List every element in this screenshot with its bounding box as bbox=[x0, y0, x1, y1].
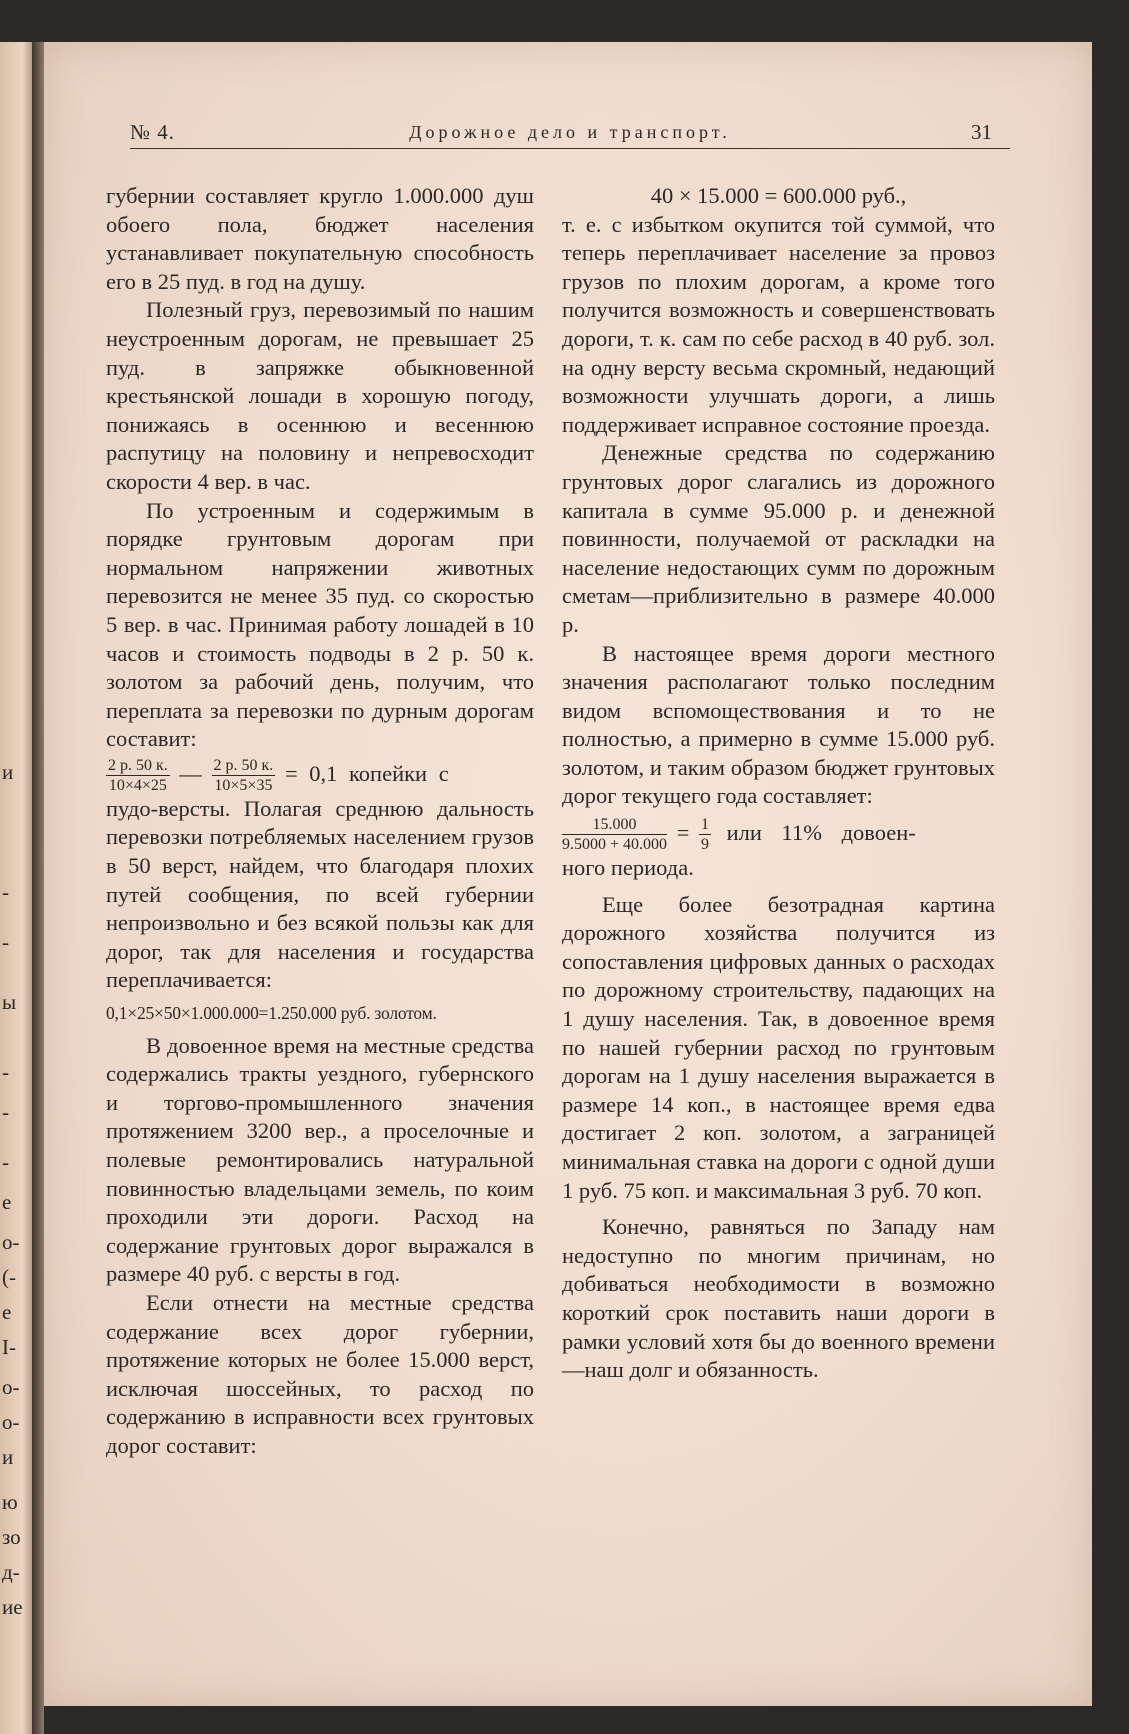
left-column bbox=[106, 182, 534, 1461]
margin-fragment: е bbox=[2, 1300, 12, 1324]
margin-fragment: (- bbox=[2, 1265, 16, 1289]
page bbox=[44, 42, 1092, 1706]
formula-budget-share bbox=[562, 815, 995, 854]
fraction-numerator: 2 р. 50 к. bbox=[213, 756, 274, 774]
page-number: 31 bbox=[971, 120, 992, 144]
margin-fragment: д- bbox=[2, 1560, 20, 1584]
formula-result: = 0,1 копейки с bbox=[284, 760, 449, 786]
fraction bbox=[699, 815, 711, 854]
fraction-numerator: 1 bbox=[700, 816, 709, 834]
paragraph: Полезный груз, перевозимый по нашим неустроенным дорогам, не превышает 25 пуд. в запряжке обыкновенной крестьянской лошади в хорошую погоду, понижаясь в осеннюю и весеннюю распутицу на половину и непревосходит скорости 4 вер. в час. bbox=[106, 297, 534, 494]
fraction-denominator: 9.5000 + 40.000 bbox=[562, 836, 668, 854]
margin-fragment: - bbox=[2, 880, 9, 904]
equals-sign: = bbox=[676, 819, 690, 845]
formula-overpayment bbox=[106, 756, 534, 795]
paragraph: пудо-версты. Полагая среднюю дальность перевозки потребляемых населением грузов в 50 верст, найдем, что благодаря плохих путей сообщения, по всей губернии непроизвольно и без всякой пользы как для дорог, так для населения и государства переплачивается: bbox=[106, 795, 534, 993]
margin-fragment: - bbox=[2, 1150, 9, 1174]
paragraph: Если отнести на местные средства содержание всех дорог губернии, протяжение которых не более 15.000 верст, исключая шоссейных, то расход по содержанию в исправности всех грунтовых дорог составит: bbox=[106, 1289, 534, 1458]
minus-sign: — bbox=[179, 760, 202, 786]
fraction-denominator: 10×4×25 bbox=[108, 776, 167, 794]
paragraph: Конечно, равняться по Западу нам недоступно по многим причинам, но добиваться необходимости в возможно короткий срок поставить наши дороги в рамки условий хотя бы до военного времени—наш долг и обязанность. bbox=[562, 1214, 995, 1383]
formula-maintenance: 40 × 15.000 = 600.000 руб., bbox=[650, 183, 907, 208]
book-gutter bbox=[32, 42, 44, 1734]
paragraph: Еще более безотрадная картина дорожного хозяйства получится из сопоставления цифровых данных о расходах по дорожному строительству, падающих на 1 душу населения. Так, в довоенное время по нашей губернии расход по грунтовым дорогам на 1 душу населения выражается в размере 14 коп., в настоящее время едва достигает 2 коп. золотом, а заграницей минимальная ставка на дороги с одной души 1 руб. 75 коп. и максимальная 3 руб. 70 коп. bbox=[562, 891, 995, 1203]
paragraph: т. е. с избытком окупится той суммой, что теперь переплачивает население за провоз грузов по плохим дорогам, а кроме того получится возможность и совершенствовать дороги, т. к. сам по себе расход в 40 руб. зол. на одну версту весьма скромный, недающий возможности улучшать дороги, а лишь поддерживает исправное состояние проезда. bbox=[562, 211, 995, 437]
running-header bbox=[130, 118, 1010, 149]
issue-number: № 4. bbox=[130, 120, 176, 144]
paragraph: Денежные средства по содержанию грунтовых дорог слагались из дорожного капитала в сумме 95.000 р. и денежной повинности, получаемой от раскладки на население недостающих сумм по дорожным сметам—приблизительно в размере 40.000 р. bbox=[562, 440, 995, 637]
journal-title: Дорожное дело и транспорт. bbox=[409, 122, 731, 142]
margin-fragment: о- bbox=[2, 1230, 20, 1254]
margin-fragment: о- bbox=[2, 1410, 20, 1434]
fraction bbox=[212, 756, 276, 795]
margin-fragment: - bbox=[2, 930, 9, 954]
paragraph: губернии составляет кругло 1.000.000 душ обоего пола, бюджет населения устанавливает покупательную способность его в 25 пуд. в год на душу. bbox=[106, 183, 534, 294]
margin-fragment: ы bbox=[2, 990, 17, 1014]
margin-fragment: о- bbox=[2, 1375, 20, 1399]
margin-fragment: - bbox=[2, 1060, 9, 1084]
left-margin-fragments bbox=[0, 42, 32, 1734]
margin-fragment: I- bbox=[2, 1335, 16, 1359]
margin-fragment: ю bbox=[2, 1490, 18, 1514]
paragraph: В довоенное время на местные средства содержались тракты уездного, губернского и торгово-промышленного значения протяжением 3200 вер., а проселочные и полевые ремонтировались натуральной повинностью владельцами земель, по коим проходили эти дороги. Расход на содержание грунтовых дорог выражался в размере 40 руб. с версты в год. bbox=[106, 1032, 534, 1287]
right-column bbox=[562, 182, 995, 1385]
margin-fragment: - bbox=[2, 1100, 9, 1124]
calculation-line: 0,1×25×50×1.000.000=1.250.000 руб. золотом. bbox=[106, 1003, 437, 1024]
paragraph: ного периода. bbox=[562, 855, 694, 881]
fraction-numerator: 2 р. 50 к. bbox=[108, 756, 168, 774]
margin-fragment: и bbox=[2, 760, 14, 784]
fraction bbox=[562, 815, 667, 854]
margin-fragment: е bbox=[2, 1190, 12, 1214]
fraction-denominator: 9 bbox=[700, 836, 709, 854]
paragraph: В настоящее время дороги местного значения располагают только последним видом вспомоществования и то не полностью, а примерно в сумме 15.000 руб. золотом, и таким образом бюджет грунтовых дорог текущего года составляет: bbox=[562, 640, 995, 809]
fraction bbox=[106, 756, 170, 795]
fraction-denominator: 10×5×35 bbox=[214, 776, 273, 794]
margin-fragment: ие bbox=[2, 1595, 23, 1619]
left-page-edge bbox=[0, 42, 32, 1734]
margin-fragment: зо bbox=[2, 1525, 21, 1549]
fraction-numerator: 15.000 bbox=[562, 815, 667, 835]
formula-tail: или 11% довоен- bbox=[726, 819, 916, 845]
paragraph: По устроенным и содержимым в порядке грунтовым дорогам при нормальном напряжении животных перевозится не менее 35 пуд. со скоростью 5 вер. в час. Принимая работу лошадей в 10 часов и стоимость подводы в 2 р. 50 к. золотом за рабочий день, получим, что переплата за перевозки по дурным дорогам составит: bbox=[106, 497, 534, 752]
margin-fragment: и bbox=[2, 1445, 14, 1469]
